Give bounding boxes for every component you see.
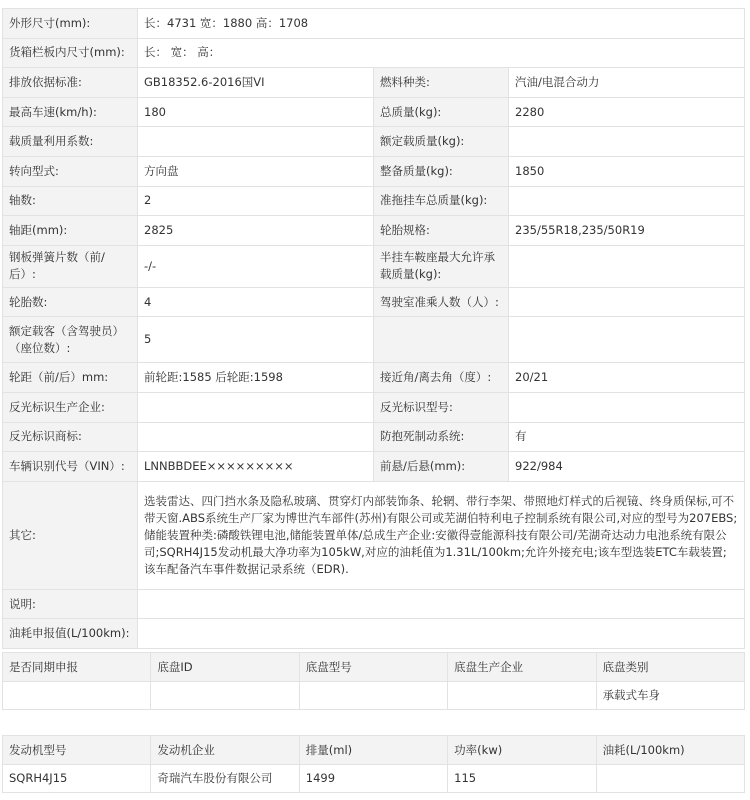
chassis-header-cell: 是否同期申报 [3,653,151,682]
spec-label: 驾驶室准乘人数（人）: [374,287,509,317]
chassis-data-cell: 承载式车身 [596,682,744,710]
spec-label: 轮胎数: [3,287,138,317]
spec-label: 整备质量(kg): [374,156,509,186]
spec-value: 前轮距:1585 后轮距:1598 [138,363,374,393]
spec-label: 总质量(kg): [374,97,509,127]
engine-header-cell: 功率(kw) [448,736,596,765]
spec-value: 180 [138,97,374,127]
engine-data-cell: 1499 [299,765,447,793]
spec-row [3,97,745,127]
outer-size-row [3,9,745,39]
engine-data-cell: 奇瑞汽车股份有限公司 [151,765,299,793]
spec-label: 排放依据标准: [3,68,138,98]
spec-value: 235/55R18,235/50R19 [509,216,745,246]
spec-value [509,127,745,157]
spec-value: 1850 [509,156,745,186]
spec-row [3,392,745,422]
engine-header-cell: 排量(ml) [299,736,447,765]
vehicle-spec-table [2,8,745,649]
engine-header-cell: 发动机企业 [151,736,299,765]
spec-row [3,363,745,393]
spec-label: 额定载客（含驾驶员）（座位数）: [3,317,138,363]
spec-value: 有 [509,422,745,452]
fuel-declared-row [3,619,745,649]
spec-label: 最高车速(km/h): [3,97,138,127]
spec-label: 轴距(mm): [3,216,138,246]
cargo-size-row [3,38,745,68]
other-row-label: 其它: [3,481,138,589]
fuel-declared-row-label: 油耗申报值(L/100km): [3,619,138,649]
engine-data-cell: SQRH4J15 [3,765,151,793]
spec-value [138,392,374,422]
spec-row [3,127,745,157]
engine-table [2,735,745,793]
spec-value [509,392,745,422]
spec-value: 汽油/电混合动力 [509,68,745,98]
spec-value: -/- [138,245,374,287]
spec-label: 防抱死制动系统: [374,422,509,452]
spec-label: 反光标识型号: [374,392,509,422]
outer-size-row-label: 外形尺寸(mm): [3,9,138,39]
chassis-header-cell: 底盘类别 [596,653,744,682]
outer-size-row-value: 长：4731 宽：1880 高：1708 [138,9,745,39]
cargo-size-row-label: 货箱栏板内尺寸(mm): [3,38,138,68]
spec-row [3,317,745,363]
spec-label: 前悬/后悬(mm): [374,452,509,482]
spec-row [3,422,745,452]
spec-label [374,317,509,363]
spec-row [3,452,745,482]
spec-value: 2 [138,186,374,216]
chassis-header-row [3,653,745,682]
fuel-declared-row-value [138,619,745,649]
spec-value [138,422,374,452]
spec-label: 轴数: [3,186,138,216]
chassis-data-cell [299,682,447,710]
chassis-table [2,652,745,710]
spec-value: LNNBBDEE××××××××× [138,452,374,482]
spec-label: 车辆识别代号（VIN）: [3,452,138,482]
engine-data-cell: 115 [448,765,596,793]
spec-row [3,287,745,317]
spec-value: 2280 [509,97,745,127]
chassis-data-cell [3,682,151,710]
other-row-value: 选装雷达、四门挡水条及隐私玻璃、贯穿灯内部装饰条、轮辋、带行李架、带照地灯样式的后视镜、终身质保标,可不带天窗.ABS系统生产厂家为博世汽车部件(苏州)有限公司或芜湖伯特利电子控制系统有限公司,对应的型号为207EBS;储能装置种类:磷酸铁锂电池,储能装置单体/总成生产企业:安徽得壹能源科技有限公司/芜湖奇达动力电池系统有限公司;SQRH4J15发动机最大净功率为105kW,对应的油耗值为1.31L/100km;允许外接充电;该车型选装ETC车载装置;该车配备汽车事件数据记录系统（EDR). [138,481,745,589]
engine-data-cell [596,765,744,793]
engine-header-cell: 油耗(L/100km) [596,736,744,765]
spec-row [3,186,745,216]
note-row-value [138,589,745,619]
spec-label: 半挂车鞍座最大允许承载质量(kg): [374,245,509,287]
engine-header-cell: 发动机型号 [3,736,151,765]
spec-row [3,68,745,98]
spec-value [509,186,745,216]
spec-row [3,245,745,287]
cargo-size-row-value: 长： 宽： 高： [138,38,745,68]
spec-label: 转向型式: [3,156,138,186]
spec-value: 20/21 [509,363,745,393]
engine-header-row [3,736,745,765]
chassis-header-cell: 底盘ID [151,653,299,682]
spec-label: 接近角/离去角（度）: [374,363,509,393]
spec-row [3,216,745,246]
chassis-data-row [3,682,745,710]
note-row [3,589,745,619]
spec-value: 4 [138,287,374,317]
spec-label: 准拖挂车总质量(kg): [374,186,509,216]
spec-value [509,287,745,317]
spec-value: 5 [138,317,374,363]
spec-label: 轮胎规格: [374,216,509,246]
spec-label: 钢板弹簧片数（前/后）: [3,245,138,287]
spec-value: 方向盘 [138,156,374,186]
chassis-data-cell [448,682,596,710]
note-row-label: 说明: [3,589,138,619]
spec-value [509,245,745,287]
spec-label: 反光标识生产企业: [3,392,138,422]
other-row [3,481,745,589]
spec-row [3,156,745,186]
chassis-header-cell: 底盘型号 [299,653,447,682]
spec-label: 轮距（前/后）mm: [3,363,138,393]
spec-label: 燃料种类: [374,68,509,98]
spec-value: 922/984 [509,452,745,482]
spec-label: 载质量利用系数: [3,127,138,157]
spec-value: 2825 [138,216,374,246]
spec-label: 额定载质量(kg): [374,127,509,157]
spec-value: GB18352.6-2016国VI [138,68,374,98]
spec-label: 反光标识商标: [3,422,138,452]
engine-data-row [3,765,745,793]
spec-value [509,317,745,363]
chassis-data-cell [151,682,299,710]
chassis-header-cell: 底盘生产企业 [448,653,596,682]
spec-value [138,127,374,157]
